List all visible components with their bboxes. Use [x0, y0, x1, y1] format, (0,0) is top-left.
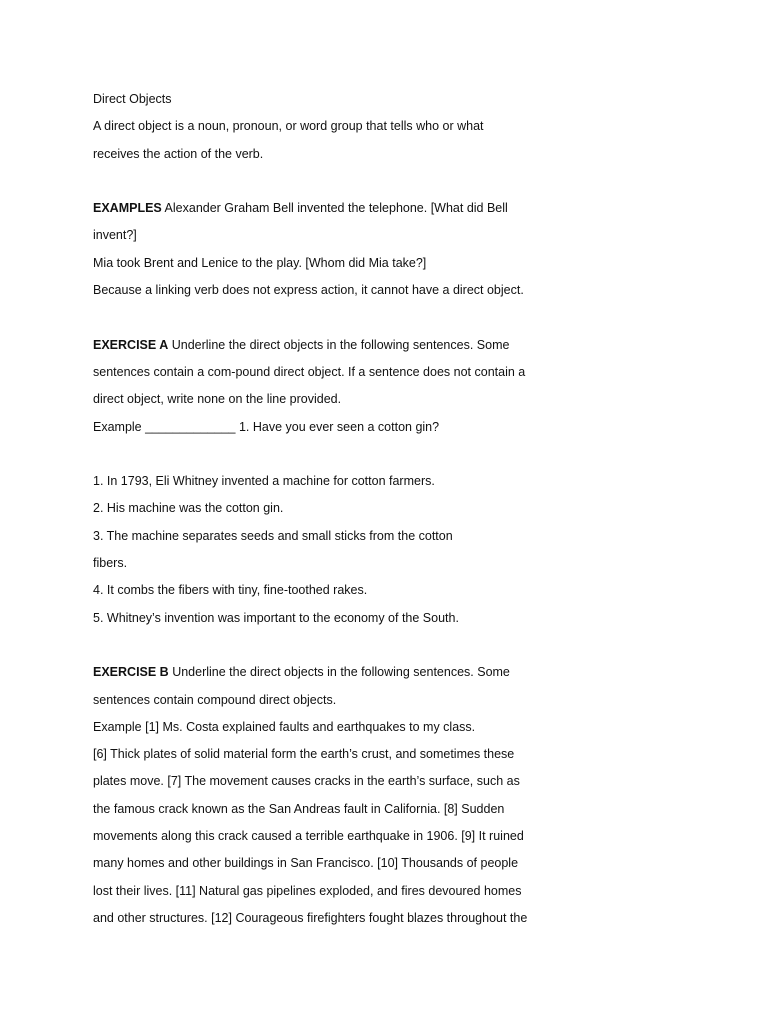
exercise-b-example: Example [1] Ms. Costa explained faults and earthquakes to my class.: [93, 719, 476, 734]
exercise-a-item: 2. His machine was the cotton gin.: [93, 501, 284, 516]
exercise-a-item: 5. Whitney’s invention was important to the economy of the South.: [93, 610, 459, 625]
spacer: [93, 304, 563, 331]
exercise-b-paragraph-line: lost their lives. [11] Natural gas pipelines exploded, and fires devoured homes: [93, 883, 522, 898]
spacer: [93, 441, 563, 468]
exercise-a-item: 3. The machine separates seeds and small sticks from the cotton: [93, 528, 453, 543]
exercise-a-item: 4. It combs the fibers with tiny, fine-toothed rakes.: [93, 583, 368, 598]
examples-line: [93, 195, 563, 222]
exercise-b-paragraph-line: plates move. [7] The movement causes cracks in the earth’s surface, such as: [93, 774, 520, 789]
exercise-b-label: EXERCISE B: [93, 665, 169, 680]
exercise-b-paragraph-line: [6] Thick plates of solid material form the earth’s crust, and sometimes these: [93, 747, 515, 762]
examples-line: invent?]: [93, 228, 137, 243]
examples-label: EXAMPLES: [93, 201, 162, 216]
document-title: Direct Objects: [93, 92, 172, 106]
exercise-a-text: Underline the direct objects in the following sentences. Some: [168, 337, 510, 352]
exercise-a-instructions: sentences contain a com-pound direct object. If a sentence does not contain a: [93, 364, 526, 379]
exercise-b-text: Underline the direct objects in the following sentences. Some: [168, 665, 510, 680]
examples-line: Because a linking verb does not express action, it cannot have a direct object.: [93, 283, 524, 298]
definition-line: receives the action of the verb.: [93, 146, 264, 161]
exercise-a-example: Example _____________ 1. Have you ever seen a cotton gin?: [93, 419, 440, 434]
spacer: [93, 168, 563, 195]
exercise-a-item: 1. In 1793, Eli Whitney invented a machine for cotton farmers.: [93, 474, 435, 489]
exercise-b-instructions: [93, 659, 563, 686]
document-page: [93, 86, 563, 932]
definition-line: A direct object is a noun, pronoun, or word group that tells who or what: [93, 119, 484, 134]
exercise-b-paragraph-line: many homes and other buildings in San Francisco. [10] Thousands of people: [93, 856, 519, 871]
exercise-a-instructions: [93, 332, 563, 359]
spacer: [93, 632, 563, 659]
exercise-b-paragraph-line: movements along this crack caused a terrible earthquake in 1906. [9] It ruined: [93, 829, 524, 844]
examples-line: Mia took Brent and Lenice to the play. [Whom did Mia take?]: [93, 255, 427, 270]
examples-text: Alexander Graham Bell invented the telephone. [What did Bell: [161, 201, 508, 216]
exercise-a-instructions: direct object, write none on the line provided.: [93, 392, 342, 407]
exercise-b-paragraph-line: the famous crack known as the San Andreas fault in California. [8] Sudden: [93, 801, 505, 816]
exercise-b-instructions: sentences contain compound direct objects.: [93, 692, 337, 707]
exercise-a-item: fibers.: [93, 556, 128, 571]
exercise-a-label: EXERCISE A: [93, 337, 169, 352]
exercise-b-paragraph-line: and other structures. [12] Courageous firefighters fought blazes throughout the: [93, 910, 528, 925]
